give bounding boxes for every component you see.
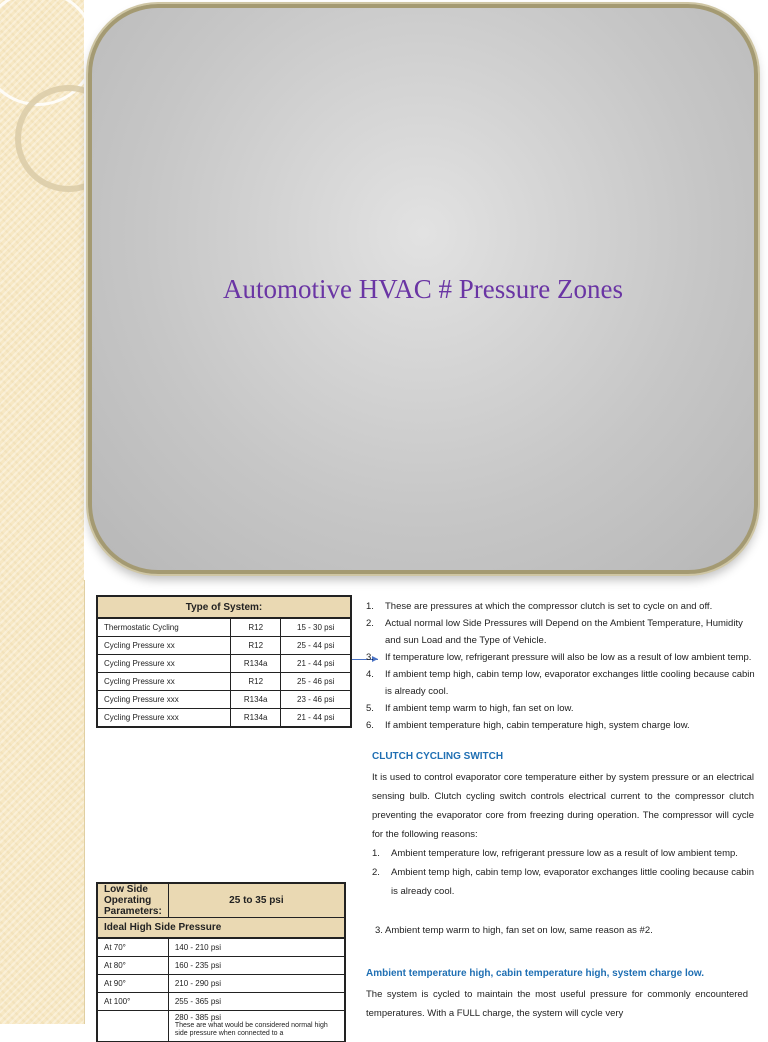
pressure-cell: 25 - 46 psi <box>281 673 351 691</box>
pressure-cell: 160 - 235 psi <box>168 957 345 975</box>
table-row <box>97 1011 345 1042</box>
refrigerant-cell: R12 <box>231 673 281 691</box>
refrigerant-cell: R12 <box>231 618 281 637</box>
table-row <box>97 618 351 637</box>
temperature-cell: At 100° <box>97 993 168 1011</box>
ambient-heading: Ambient temperature high, cabin temperature high, system charge low. <box>366 968 705 979</box>
slide-title: Automotive HVAC # Pressure Zones <box>223 274 623 304</box>
list-number: 5. <box>366 703 374 714</box>
pressure-parameters-table <box>96 882 346 1042</box>
pressure-cell: 15 - 30 psi <box>281 618 351 637</box>
list-number: 2. <box>366 618 374 629</box>
notes-list <box>366 598 760 734</box>
clutch-reason-3: 3. Ambient temp warm to high, fan set on low, same reason as #2. <box>375 925 653 936</box>
list-number: 2. <box>372 867 380 878</box>
list-item <box>366 649 760 666</box>
list-number: 3. <box>366 652 374 663</box>
list-item <box>366 598 760 615</box>
system-type-cell: Cycling Pressure xx <box>97 673 231 691</box>
ambient-paragraph: The system is cycled to maintain the most useful pressure for commonly encountered temperatures. With a FULL charge, the system will cycle very <box>366 989 748 1019</box>
table-row <box>97 918 345 939</box>
title-slide <box>88 4 758 574</box>
high-side-label: Ideal High Side Pressure <box>97 918 345 939</box>
pressure-note: These are what would be considered normal high side pressure when connected to a <box>174 1022 328 1037</box>
list-item <box>366 615 760 649</box>
pressure-cell: 21 - 44 psi <box>281 709 351 728</box>
table-row <box>97 938 345 957</box>
pressure-cell: 23 - 46 psi <box>281 691 351 709</box>
system-type-cell: Cycling Pressure xxx <box>97 709 231 728</box>
list-item-text: These are pressures at which the compressor clutch is set to cycle on and off. <box>385 601 713 612</box>
pressure-cell <box>168 1011 345 1042</box>
clutch-heading: CLUTCH CYCLING SWITCH <box>372 751 504 762</box>
list-item-text: If ambient temp high, cabin temp low, evaporator exchanges little cooling because cabin is already cool. <box>385 669 755 697</box>
clutch-paragraph: It is used to control evaporator core temperature either by system pressure or an electrical sensing bulb. Clutch cycling switch controls electrical current to the compressor clutch preventing the evaporator core from freezing during operation. The compressor will cycle for the following reasons: <box>372 772 754 840</box>
list-item-text: If ambient temp warm to high, fan set on low. <box>385 703 574 714</box>
refrigerant-cell: R134a <box>231 691 281 709</box>
temperature-cell: At 70° <box>97 938 168 957</box>
pressure-value: 280 - 385 psi <box>174 1013 222 1022</box>
decorative-side-strip <box>0 0 85 1024</box>
system-type-cell: Thermostatic Cycling <box>97 618 231 637</box>
list-item <box>366 717 760 734</box>
list-item-text: Actual normal low Side Pressures will Depend on the Ambient Temperature, Humidity and sun Load and the Type of Vehicle. <box>385 618 743 646</box>
table-row <box>97 691 351 709</box>
table-row <box>97 709 351 728</box>
table-row <box>97 957 345 975</box>
list-item-text: If temperature low, refrigerant pressure will also be low as a result of low ambient temp. <box>385 652 752 663</box>
pressure-cell: 255 - 365 psi <box>168 993 345 1011</box>
table-header: Type of System: <box>97 596 351 618</box>
cycling-pressure-table <box>96 595 352 728</box>
list-number: 1. <box>372 848 380 859</box>
list-number: 6. <box>366 720 374 731</box>
pressure-cell: 21 - 44 psi <box>281 655 351 673</box>
refrigerant-cell: R134a <box>231 655 281 673</box>
refrigerant-cell: R134a <box>231 709 281 728</box>
low-side-value: 25 to 35 psi <box>168 883 345 918</box>
pressure-cell: 210 - 290 psi <box>168 975 345 993</box>
table-row <box>97 637 351 655</box>
table-row <box>97 655 351 673</box>
system-type-cell: Cycling Pressure xx <box>97 655 231 673</box>
table-row <box>97 975 345 993</box>
temperature-cell: At 80° <box>97 957 168 975</box>
list-item-text: If ambient temperature high, cabin temperature high, system charge low. <box>385 720 690 731</box>
system-type-cell: Cycling Pressure xx <box>97 637 231 655</box>
list-item <box>366 844 754 863</box>
list-number: 1. <box>366 601 374 612</box>
temperature-cell: At 90° <box>97 975 168 993</box>
list-item-text: Ambient temperature low, refrigerant pressure low as a result of low ambient temp. <box>391 848 738 859</box>
pressure-cell: 140 - 210 psi <box>168 938 345 957</box>
list-item-text: Ambient temp high, cabin temp low, evaporator exchanges little cooling because cabin is already cool. <box>391 867 754 897</box>
table-row <box>97 993 345 1011</box>
low-side-label: Low Side Operating Parameters: <box>97 883 168 918</box>
list-number: 4. <box>366 669 374 680</box>
temperature-cell <box>97 1011 168 1042</box>
table-row <box>97 883 345 918</box>
pressure-cell: 25 - 44 psi <box>281 637 351 655</box>
refrigerant-cell: R12 <box>231 637 281 655</box>
system-type-cell: Cycling Pressure xxx <box>97 691 231 709</box>
list-item <box>366 666 760 700</box>
list-item <box>366 700 760 717</box>
clutch-reasons-list <box>366 844 754 901</box>
table-row <box>97 673 351 691</box>
list-item <box>366 863 754 901</box>
